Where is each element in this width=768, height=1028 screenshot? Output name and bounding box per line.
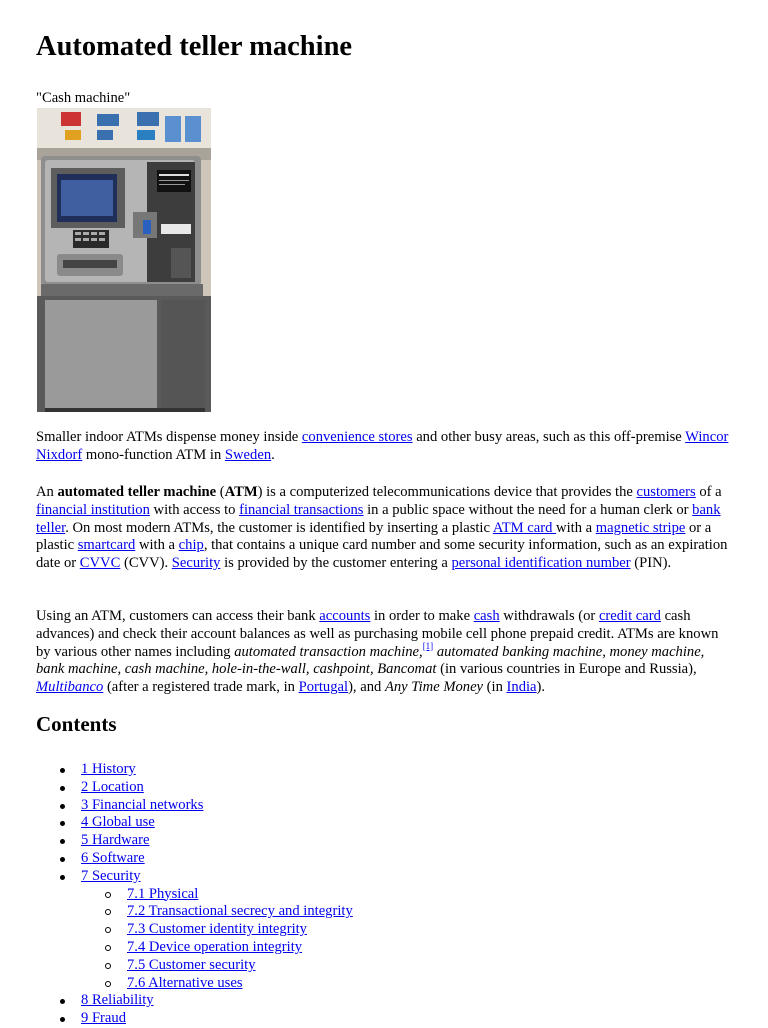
toc-link[interactable]: 7.2 Transactional secrecy and integrity	[127, 903, 353, 920]
link-financial-transactions[interactable]: financial transactions	[239, 501, 364, 518]
toc-link[interactable]: 2 Location	[81, 778, 144, 795]
link-sweden[interactable]: Sweden	[224, 446, 272, 463]
toc-item	[36, 850, 353, 868]
toc-link[interactable]: 7 Security	[81, 867, 141, 884]
toc-item	[36, 868, 353, 886]
link-accounts[interactable]: accounts	[319, 608, 371, 624]
link-multibanco[interactable]: Multibanco	[36, 679, 104, 696]
toc-item	[36, 814, 353, 832]
link-chip[interactable]: chip	[178, 537, 204, 554]
text: with a	[556, 519, 596, 536]
caption-text: .	[271, 446, 275, 463]
link-cash[interactable]: cash	[473, 608, 500, 624]
link-cvvc[interactable]: CVVC	[79, 555, 121, 572]
toc-item	[36, 992, 353, 1010]
link-bank-teller[interactable]: bank teller	[36, 501, 721, 536]
text: cash advances) and check their account balances as well as purchasing mobile cell phone prepaid credit. ATMs are known by various other names including	[36, 608, 719, 660]
caption-text: Smaller indoor ATMs dispense money inside	[36, 429, 302, 445]
toc-link[interactable]: 7.5 Customer security	[127, 956, 256, 973]
toc-link[interactable]: 6 Software	[81, 849, 145, 866]
link-smartcard[interactable]: smartcard	[77, 537, 136, 554]
atm-illustration	[37, 108, 211, 412]
toc-item	[36, 779, 353, 797]
text: (in various countries in Europe and Russia),	[436, 661, 697, 678]
text: ) is a computerized telecommunications device that provides the	[257, 484, 637, 500]
link-atm-card[interactable]: ATM card	[492, 519, 557, 536]
contents-heading: Contents	[36, 712, 117, 736]
toc-item	[36, 832, 353, 850]
toc-link[interactable]: 8 Reliability	[81, 992, 154, 1009]
toc-item	[36, 761, 353, 779]
toc-item	[36, 975, 353, 993]
toc-link[interactable]: 4 Global use	[81, 814, 155, 831]
caption-text: and other busy areas, such as this off-premise	[412, 429, 686, 445]
reference-link-1[interactable]: [1]	[422, 640, 434, 651]
link-magnetic-stripe[interactable]: magnetic stripe	[595, 519, 686, 536]
text: (	[216, 484, 225, 500]
toc-link[interactable]: 7.3 Customer identity integrity	[127, 921, 307, 938]
toc-link[interactable]: 9 Fraud	[81, 1010, 126, 1027]
image-caption: "Cash machine"	[36, 90, 131, 106]
intro-paragraph	[36, 484, 736, 573]
link-wincor-nixdorf[interactable]: Wincor Nixdorf	[36, 429, 729, 463]
text: ).	[536, 679, 546, 696]
text: in a public space without the need for a human clerk or	[363, 501, 693, 518]
text: Using an ATM, customers can access their bank	[36, 608, 320, 624]
italic-term: automated transaction machine,	[234, 643, 423, 660]
link-india[interactable]: India	[506, 679, 537, 696]
text: (in	[483, 679, 507, 696]
toc-link[interactable]: 5 Hardware	[81, 832, 150, 849]
toc-item	[36, 1010, 353, 1028]
text: with access to	[149, 501, 240, 518]
table-of-contents	[36, 761, 353, 1028]
toc-item	[36, 903, 353, 921]
link-financial-institution[interactable]: financial institution	[36, 501, 150, 518]
toc-link[interactable]: 3 Financial networks	[81, 796, 204, 813]
text: or a plastic	[36, 519, 712, 554]
text: , that contains a unique card number and some security information, such as an expiration date or	[36, 537, 728, 572]
toc-link[interactable]: 7.4 Device operation integrity	[127, 938, 303, 955]
page-title: Automated teller machine	[36, 31, 353, 62]
toc-item	[36, 886, 353, 904]
text: of a	[695, 484, 722, 500]
toc-link[interactable]: 7.1 Physical	[127, 885, 199, 902]
toc-item	[36, 957, 353, 975]
link-personal-identification-number[interactable]: personal identification number	[451, 555, 631, 572]
link-customers[interactable]: customers	[636, 484, 696, 500]
toc-link[interactable]: 7.6 Alternative uses	[127, 974, 243, 991]
text: in order to make	[370, 608, 474, 624]
toc-item	[36, 921, 353, 939]
text: . On most modern ATMs, the customer is identified by inserting a plastic	[65, 519, 493, 536]
bold-term: ATM	[224, 484, 258, 500]
figure-caption	[36, 429, 736, 465]
toc-link[interactable]: 1 History	[81, 761, 136, 777]
text: (after a registered trade mark, in	[103, 679, 299, 696]
toc-item	[36, 939, 353, 957]
text: (CVV).	[120, 555, 172, 572]
italic-term: automated banking machine, money machine, bank machine, cash machine, hole-in-the-wall, cashpoint, Bancomat	[36, 643, 705, 678]
link-convenience-stores[interactable]: convenience stores	[301, 429, 413, 445]
caption-text: mono-function ATM in	[82, 446, 225, 463]
text: is provided by the customer entering a	[220, 555, 452, 572]
text: withdrawals (or	[499, 608, 599, 624]
bold-term: automated teller machine	[57, 484, 217, 500]
text: with a	[135, 537, 179, 554]
italic-term: Any Time Money	[384, 679, 484, 696]
link-portugal[interactable]: Portugal	[298, 679, 349, 696]
link-credit-card[interactable]: credit card	[598, 608, 661, 624]
toc-item	[36, 797, 353, 815]
link-security[interactable]: Security	[171, 555, 221, 572]
text: ), and	[348, 679, 385, 696]
text: (PIN).	[630, 555, 672, 572]
text: An	[36, 484, 58, 500]
atm-photo[interactable]	[37, 108, 211, 412]
usage-paragraph	[36, 608, 736, 697]
